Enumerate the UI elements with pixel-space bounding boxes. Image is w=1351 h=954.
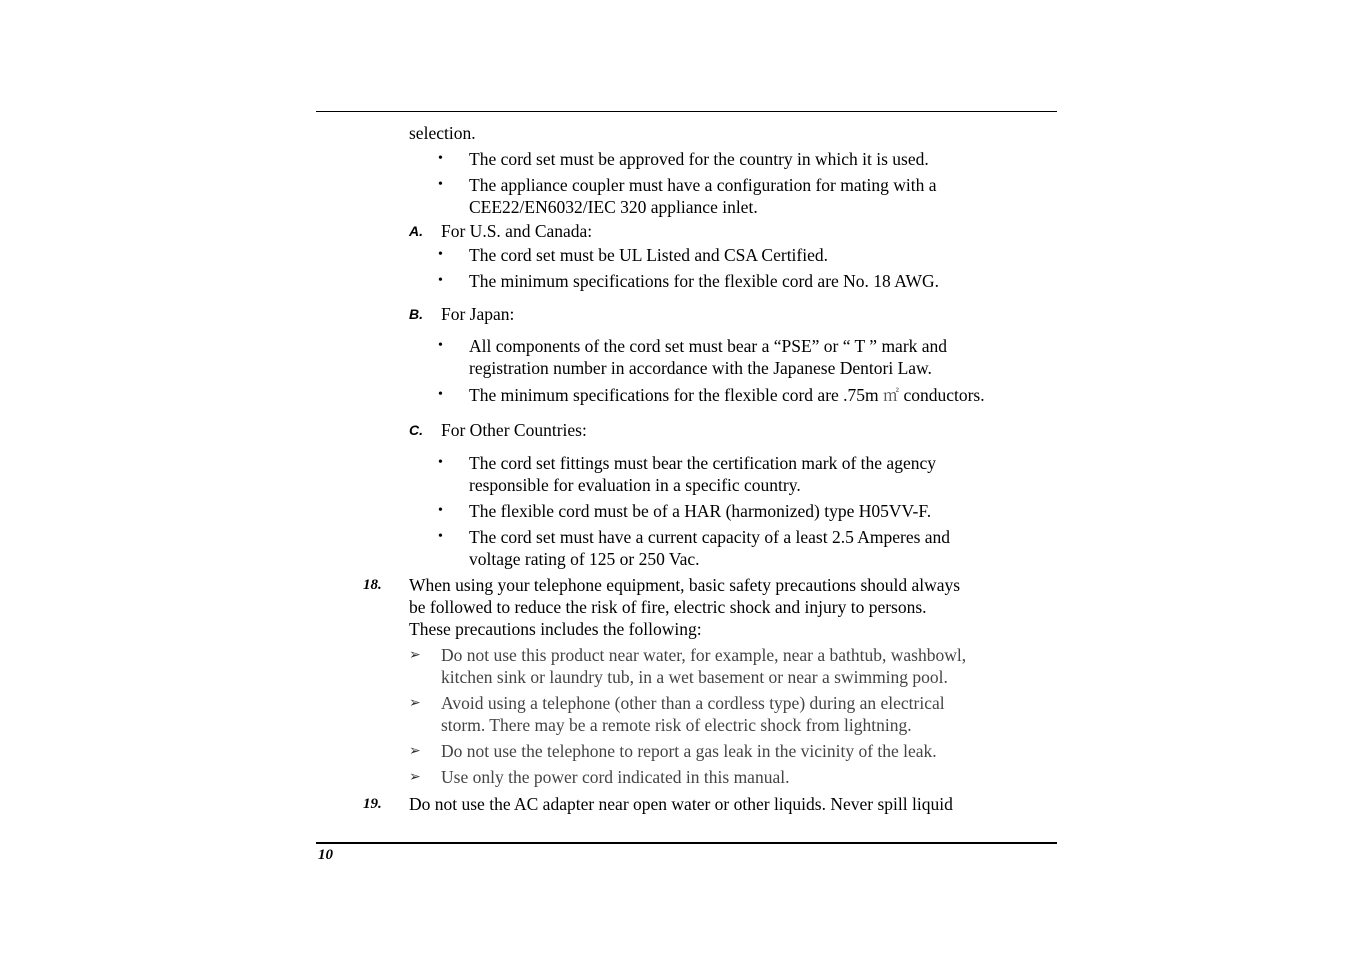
precaution-1-cont: kitchen sink or laundry tub, in a wet basement or near a swimming pool. xyxy=(441,667,948,687)
section-a-bullet-1: The cord set must be UL Listed and CSA Certified. xyxy=(469,245,829,265)
header-rule xyxy=(316,111,1057,112)
arrow-bullet-icon: ➢ xyxy=(409,743,421,759)
section-c-bullet-1-cont: responsible for evaluation in a specific country. xyxy=(469,475,801,495)
bullet-icon: • xyxy=(438,273,443,288)
precaution-3: Do not use the telephone to report a gas leak in the vicinity of the leak. xyxy=(441,741,937,761)
precaution-1: Do not use this product near water, for example, near a bathtub, washbowl, xyxy=(441,645,967,665)
item-18-line-2: be followed to reduce the risk of fire, electric shock and injury to persons. xyxy=(409,597,927,617)
footer-rule xyxy=(316,842,1057,844)
bullet-icon: • xyxy=(438,177,443,192)
arrow-bullet-icon: ➢ xyxy=(409,769,421,785)
section-b-label: B. xyxy=(409,306,423,322)
item-18-line-3: These precautions includes the following: xyxy=(409,619,702,639)
arrow-bullet-icon: ➢ xyxy=(409,647,421,663)
section-b-heading: For Japan: xyxy=(441,304,515,324)
section-c-bullet-3-cont: voltage rating of 125 or 250 Vac. xyxy=(469,549,700,569)
section-b-bullet-2-text: The minimum specifications for the flexible cord are .75m xyxy=(469,385,879,405)
bullet-icon: • xyxy=(438,247,443,262)
bullet-icon: • xyxy=(438,503,443,518)
item-19-line-1: Do not use the AC adapter near open water or other liquids. Never spill liquid xyxy=(409,794,953,814)
item-18-number: 18. xyxy=(363,577,382,593)
section-c-heading: For Other Countries: xyxy=(441,420,587,440)
section-c-bullet-2: The flexible cord must be of a HAR (harmonized) type H05VV-F. xyxy=(469,501,932,521)
square-meter-symbol: ㎡ xyxy=(883,388,900,405)
section-c-bullet-3: The cord set must have a current capacity of a least 2.5 Amperes and xyxy=(469,527,951,547)
bullet-icon: • xyxy=(438,151,443,166)
bullet-icon: • xyxy=(438,387,443,402)
precaution-2-cont: storm. There may be a remote risk of electric shock from lightning. xyxy=(441,715,912,735)
item-19-number: 19. xyxy=(363,796,382,812)
intro-line: selection. xyxy=(409,123,476,143)
section-a-label: A. xyxy=(409,223,423,239)
section-b-bullet-1-cont: registration number in accordance with the Japanese Dentori Law. xyxy=(469,358,932,378)
bullet-icon: • xyxy=(438,529,443,544)
page-number: 10 xyxy=(318,847,333,863)
item-18-line-1: When using your telephone equipment, basic safety precautions should always xyxy=(409,575,961,595)
bullet-icon: • xyxy=(438,338,443,353)
general-bullet-2: The appliance coupler must have a configuration for mating with a xyxy=(469,175,937,195)
precaution-4: Use only the power cord indicated in this manual. xyxy=(441,767,790,787)
section-c-label: C. xyxy=(409,422,423,438)
general-bullet-2-cont: CEE22/EN6032/IEC 320 appliance inlet. xyxy=(469,197,758,217)
arrow-bullet-icon: ➢ xyxy=(409,695,421,711)
section-b-bullet-2-end: conductors. xyxy=(903,385,985,405)
precaution-2: Avoid using a telephone (other than a cordless type) during an electrical xyxy=(441,693,945,713)
section-b-bullet-2 xyxy=(469,384,985,408)
general-bullet-1: The cord set must be approved for the country in which it is used. xyxy=(469,149,929,169)
section-b-bullet-1: All components of the cord set must bear a “PSE” or “ T ” mark and xyxy=(469,336,948,356)
section-a-heading: For U.S. and Canada: xyxy=(441,221,593,241)
bullet-icon: • xyxy=(438,455,443,470)
section-a-bullet-2: The minimum specifications for the flexible cord are No. 18 AWG. xyxy=(469,271,939,291)
section-c-bullet-1: The cord set fittings must bear the certification mark of the agency xyxy=(469,453,936,473)
